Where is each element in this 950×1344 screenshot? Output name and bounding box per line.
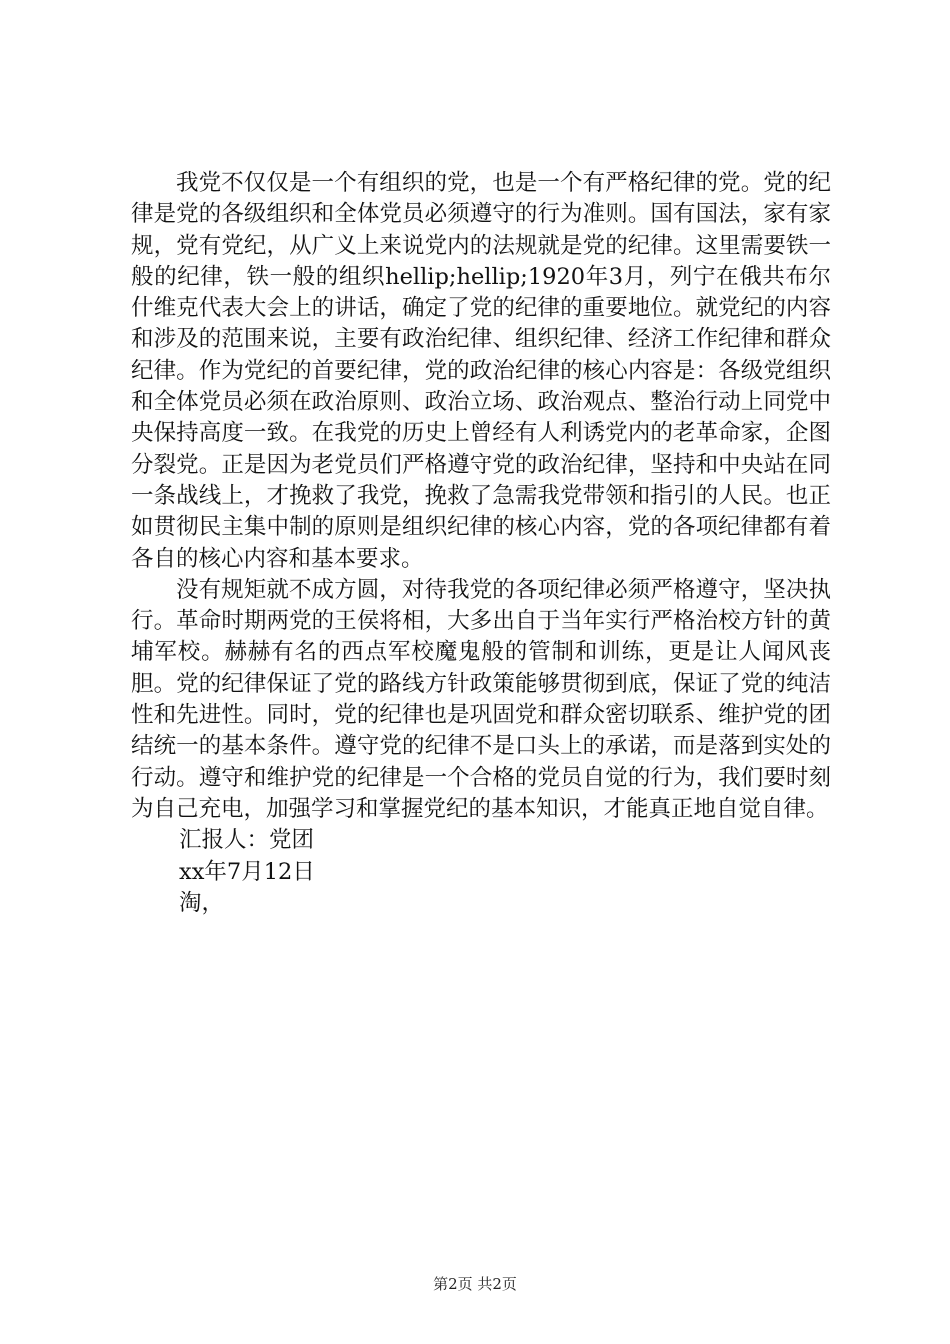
page-footer: 第2页 共2页 <box>433 1275 517 1293</box>
body-paragraph-2: 没有规矩就不成方圆，对待我党的各项纪律必须严格遵守，坚决执行。革命时期两党的王侯将相，大多出自于当年实行严格治校方针的黄埔军校。赫赫有名的西点军校魔鬼般的管制和训练，更是让人闻风丧胆。党的纪律保证了党的路线方针政策能够贯彻到底，保证了党的纯洁性和先进性。同时，党的纪律也是巩固党和群众密切联系、维护党的团结统一的基本条件。遵守党的纪律不是口头上的承诺，而是落到实处的行动。遵守和维护党的纪律是一个合格的党员自觉的行为，我们要时刻为自己充电，加强学习和掌握党纪的基本知识，才能真正地自觉自律。 <box>131 576 831 822</box>
trailing-text: 淘， <box>179 889 225 916</box>
date-line: xx年7月12日 <box>179 858 315 885</box>
reporter-line: 汇报人：党团 <box>179 827 315 854</box>
body-paragraph-1: 我党不仅仅是一个有组织的党，也是一个有严格纪律的党。党的纪律是党的各级组织和全体党员必须遵守的行为准则。国有国法，家有家规，党有党纪，从广义上来说党内的法规就是党的纪律。这里需要铁一般的纪律，铁一般的组织hellip;hellip;1920年3月，列宁在俄共布尔什维克代表大会上的讲话，确定了党的纪律的重要地位。就党纪的内容和涉及的范围来说，主要有政治纪律、组织纪律、经济工作纪律和群众纪律。作为党纪的首要纪律，党的政治纪律的核心内容是：各级党组织和全体党员必须在政治原则、政治立场、政治观点、整治行动上同党中央保持高度一致。在我党的历史上曾经有人利诱党内的老革命家，企图分裂党。正是因为老党员们严格遵守党的政治纪律，坚持和中央站在同一条战线上，才挽救了我党，挽救了急需我党带领和指引的人民。也正如贯彻民主集中制的原则是组织纪律的核心内容，党的各项纪律都有着各自的核心内容和基本要求。 <box>131 170 831 572</box>
document-body <box>131 168 831 919</box>
